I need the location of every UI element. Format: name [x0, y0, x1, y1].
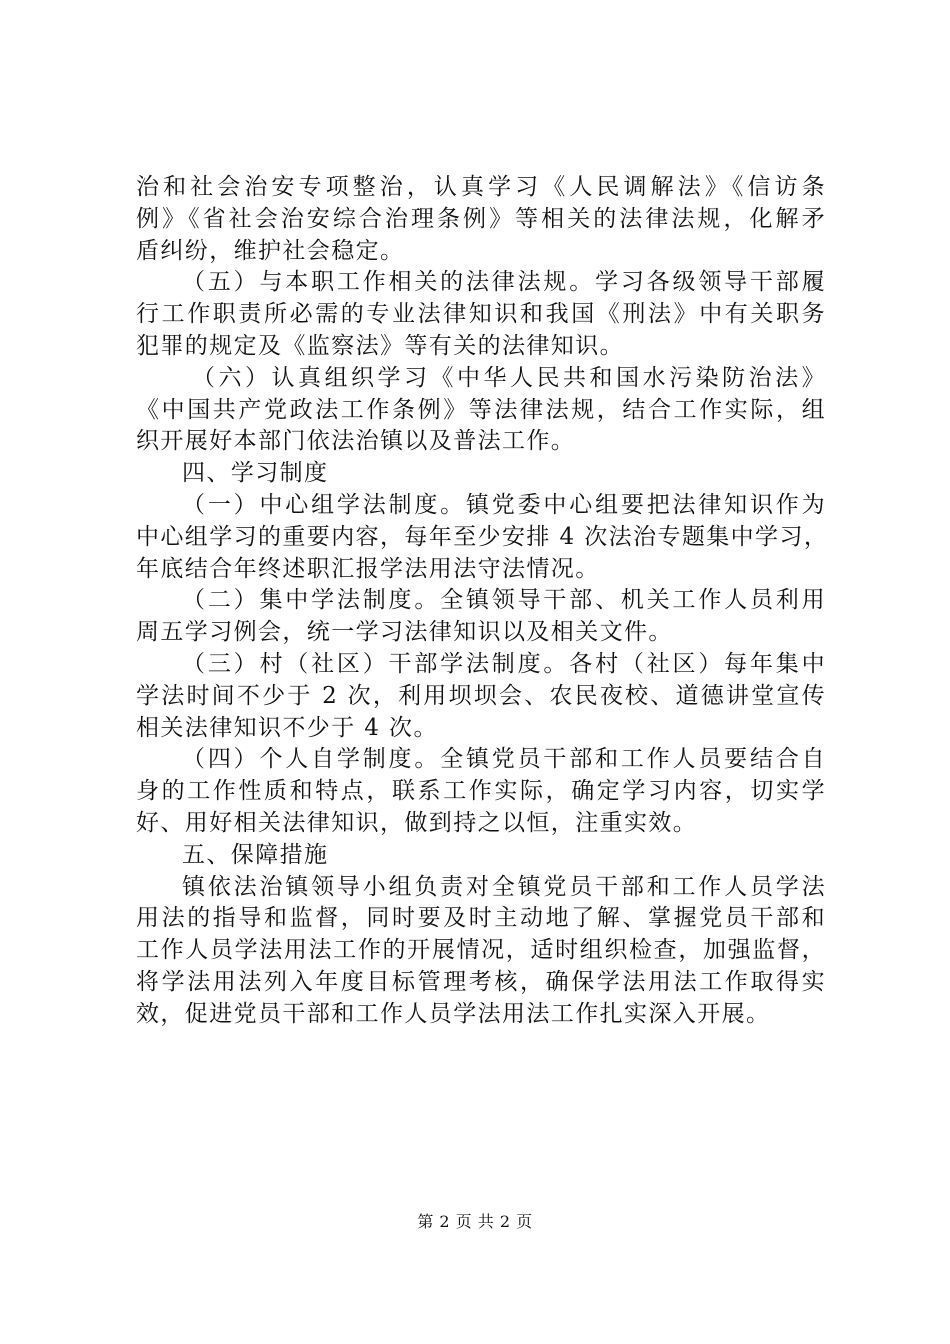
text-line: 周五学习例会，统一学习法律知识以及相关文件。: [136, 619, 673, 646]
text-line: 犯罪的规定及《监察法》等有关的法律知识。: [136, 332, 624, 359]
text-line: （一）中心组学法制度。镇党委中心组要把法律知识作为: [182, 491, 826, 518]
text-line: 学法时间不少于 2 次，利用坝坝会、农民夜校、道德讲堂宣传: [136, 682, 826, 709]
text-line: 盾纠纷，维护社会稳定。: [136, 237, 405, 264]
text-line: 工作人员学法用法工作的开展情况，适时组织检查，加强监督，: [136, 937, 826, 964]
text-line: （五）与本职工作相关的法律法规。学习各级领导干部履: [182, 269, 826, 296]
text-line: 年底结合年终述职汇报学法用法守法情况。: [136, 555, 600, 582]
text-line: 将学法用法列入年度目标管理考核，确保学法用法工作取得实: [136, 968, 826, 995]
text-line: 镇依法治镇领导小组负责对全镇党员干部和工作人员学法: [182, 873, 826, 900]
text-line: 例》《省社会治安综合治理条例》等相关的法律法规，化解矛: [136, 205, 826, 232]
text-line: 中心组学习的重要内容，每年至少安排 4 次法治专题集中学习，: [136, 523, 829, 550]
document-body: [136, 172, 829, 1031]
text-line: 效，促进党员干部和工作人员学法用法工作扎实深入开展。: [136, 1000, 771, 1027]
text-line: 身的工作性质和特点，联系工作实际，确定学习内容，切实学: [136, 778, 826, 805]
text-line: （二）集中学法制度。全镇领导干部、机关工作人员利用: [182, 587, 826, 614]
text-line: 织开展好本部门依法治镇以及普法工作。: [136, 428, 576, 455]
text-line: 用法的指导和监督，同时要及时主动地了解、掌握党员干部和: [136, 905, 826, 932]
text-line: 好、用好相关法律知识，做到持之以恒，注重实效。: [136, 809, 698, 836]
text-line: 行工作职责所必需的专业法律知识和我国《刑法》中有关职务: [136, 301, 826, 328]
text-line: （六）认真组织学习《中华人民共和国水污染防治法》: [192, 364, 826, 391]
text-line: 五、保障措施: [182, 841, 329, 868]
text-line: 治和社会治安专项整治，认真学习《人民调解法》《信访条: [136, 174, 826, 200]
text-line: 四、学习制度: [182, 460, 329, 487]
page-footer: 第 2 页 共 2 页: [417, 1212, 533, 1231]
text-line: （四）个人自学制度。全镇党员干部和工作人员要结合自: [182, 746, 826, 773]
text-line: 相关法律知识不少于 4 次。: [136, 714, 438, 741]
text-line: （三）村（社区）干部学法制度。各村（社区）每年集中: [182, 650, 826, 677]
text-line: 《中国共产党政法工作条例》等法律法规，结合工作实际，组: [136, 396, 826, 423]
